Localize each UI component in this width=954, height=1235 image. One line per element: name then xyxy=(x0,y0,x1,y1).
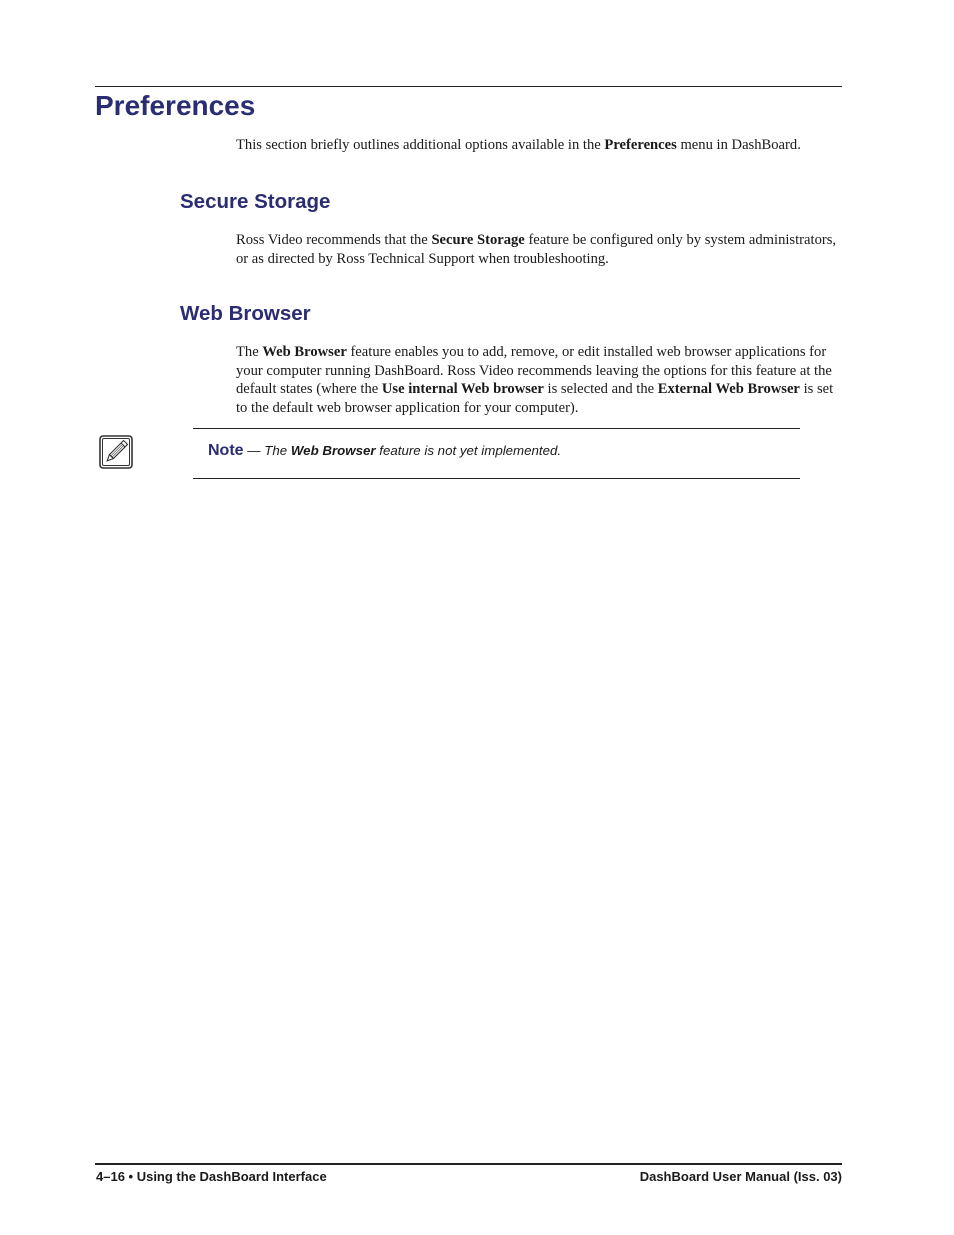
web-browser-text-1: The xyxy=(236,344,263,360)
intro-text-2: menu in DashBoard. xyxy=(676,137,801,153)
secure-storage-bold: Secure Storage xyxy=(431,232,525,248)
secure-storage-text-1: Ross Video recommends that the xyxy=(236,232,432,248)
web-browser-paragraph xyxy=(236,343,842,418)
pencil-note-icon xyxy=(99,435,133,469)
web-browser-bold-1: Web Browser xyxy=(262,344,347,360)
web-browser-bold-3: External Web Browser xyxy=(657,381,800,398)
web-browser-text-3: is selected and the xyxy=(543,381,658,398)
web-browser-bold-2: Use internal Web browser xyxy=(381,381,544,398)
note-top-rule xyxy=(193,428,800,429)
secure-storage-paragraph xyxy=(236,231,842,268)
note-label: Note xyxy=(208,442,244,459)
note-text xyxy=(208,440,561,462)
note-bold-web-browser: Web Browser xyxy=(290,443,376,458)
section-heading-web-browser: Web Browser xyxy=(180,302,311,325)
intro-paragraph xyxy=(236,136,842,155)
footer-manual-title: DashBoard User Manual (Iss. 03) xyxy=(639,1169,842,1184)
header-rule xyxy=(95,86,842,87)
page-title: Preferences xyxy=(95,90,256,121)
footer-page-section: 4–16 • Using the DashBoard Interface xyxy=(96,1169,327,1184)
footer-rule xyxy=(95,1163,842,1165)
secure-storage-text-2: feature be configured only by system administrators, or as directed by Ross Technical Support when troubleshooting. xyxy=(236,232,837,267)
web-browser-text-4: is set to the default web browser application for your computer). xyxy=(236,381,834,417)
section-heading-secure-storage: Secure Storage xyxy=(180,190,331,213)
intro-text-1: This section briefly outlines additional options available in the xyxy=(236,137,605,153)
note-dash: — The xyxy=(243,443,291,458)
note-bottom-rule xyxy=(193,478,800,479)
note-rest: feature is not yet implemented. xyxy=(375,443,562,458)
intro-bold-preferences: Preferences xyxy=(604,137,677,153)
web-browser-text-2: feature enables you to add, remove, or edit installed web browser applications for your computer running DashBoard. Ross Video recommends leaving the options for this feature at the default states (where the xyxy=(236,344,832,398)
